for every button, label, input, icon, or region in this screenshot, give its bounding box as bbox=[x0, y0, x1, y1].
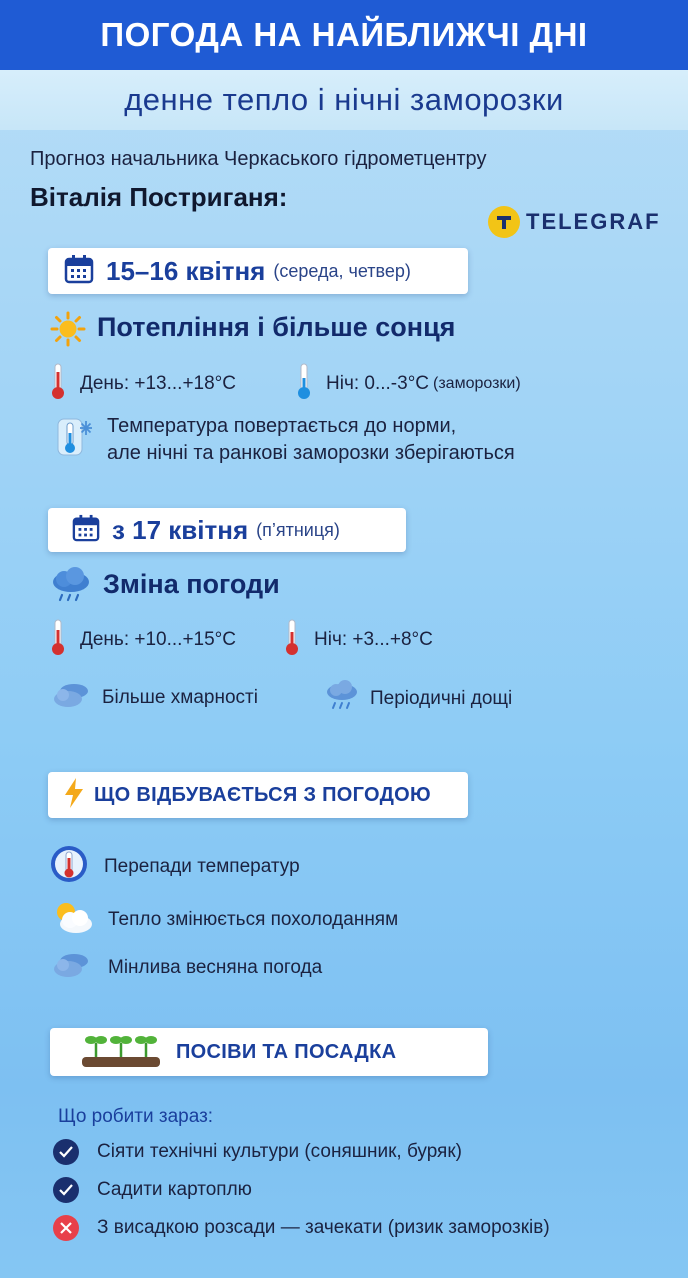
thermometer-hot-icon bbox=[50, 362, 66, 406]
period1-day-temp-row bbox=[50, 362, 236, 406]
temperature-swing-icon bbox=[50, 845, 88, 889]
list-item bbox=[53, 1139, 462, 1165]
weather-item-2: Тепло змінюється похолоданням bbox=[108, 909, 399, 930]
period2-item2: Періодичні дощі bbox=[370, 688, 513, 709]
sun-behind-cloud-icon bbox=[50, 898, 94, 942]
frost-thermometer-icon bbox=[50, 415, 94, 466]
calendar-icon bbox=[64, 254, 94, 289]
period2-days: (п’ятниця) bbox=[256, 519, 340, 540]
checkmark-icon bbox=[53, 1139, 79, 1165]
header-banner bbox=[0, 0, 688, 70]
period2-date: з 17 квітня bbox=[112, 514, 249, 545]
thermometer-hot-icon bbox=[50, 618, 66, 662]
list-item bbox=[50, 845, 300, 889]
calendar-icon bbox=[72, 514, 100, 547]
period1-note-line2: але нічні та ранкові заморозки зберігаються bbox=[107, 442, 515, 464]
checkmark-icon bbox=[53, 1177, 79, 1203]
sun-icon bbox=[50, 311, 86, 352]
period1-night-note: (заморозки) bbox=[433, 375, 521, 392]
lightning-icon bbox=[62, 777, 86, 814]
telegraf-logo-text: TELEGRAF bbox=[526, 209, 661, 234]
planting-item-3: З висадкою розсади — зачекати (ризик заморозків) bbox=[97, 1217, 550, 1238]
cross-icon bbox=[53, 1215, 79, 1241]
period1-night-temp-row bbox=[296, 362, 521, 406]
period2-rain-row bbox=[324, 680, 512, 718]
list-item bbox=[53, 1177, 252, 1203]
period1-note-line1: Температура повертається до норми, bbox=[107, 415, 457, 437]
period2-date-chip bbox=[48, 508, 406, 552]
thermometer-hot-icon bbox=[284, 618, 300, 662]
period2-night-temp-row bbox=[284, 618, 433, 662]
planting-section-title: ПОСІВИ ТА ПОСАДКА bbox=[176, 1040, 397, 1063]
what-now-label: Що робити зараз: bbox=[58, 1106, 214, 1127]
rain-cloud-icon bbox=[324, 680, 360, 718]
planting-item-1: Сіяти технічні культури (соняшник, буряк) bbox=[97, 1141, 462, 1162]
period1-headline: Потепління і більше сонця bbox=[97, 312, 456, 342]
planting-item-2: Садити картоплю bbox=[97, 1179, 252, 1200]
period1-day-temp: День: +13...+18°C bbox=[80, 373, 236, 394]
page-subtitle: денне тепло і нічні заморозки bbox=[124, 82, 564, 117]
period1-note bbox=[107, 413, 515, 467]
weather-item-1: Перепади температур bbox=[104, 856, 300, 877]
period2-item1: Більше хмарності bbox=[102, 687, 258, 708]
weather-section-title: ЩО ВІДБУВАЄТЬСЯ З ПОГОДОЮ bbox=[94, 783, 431, 806]
rain-cloud-icon bbox=[50, 567, 92, 608]
list-item bbox=[52, 950, 322, 986]
list-item bbox=[50, 898, 398, 942]
period1-date: 15–16 квітня bbox=[106, 255, 266, 286]
period2-day-temp-row bbox=[50, 618, 236, 662]
page-title: ПОГОДА НА НАЙБЛИЖЧІ ДНІ bbox=[100, 16, 588, 53]
period2-day-temp: День: +10...+15°C bbox=[80, 629, 236, 650]
planting-section-chip bbox=[50, 1028, 488, 1076]
period2-headline: Зміна погоди bbox=[103, 569, 280, 599]
period1-days: (середа, четвер) bbox=[273, 260, 411, 281]
thermometer-cold-icon bbox=[296, 362, 312, 406]
weather-item-3: Мінлива весняна погода bbox=[108, 957, 323, 978]
period2-night-temp: Ніч: +3...+8°C bbox=[314, 629, 433, 650]
clouds-icon bbox=[52, 680, 92, 716]
forecaster-name: Віталія Постриганя: bbox=[30, 182, 288, 212]
weather-section-chip bbox=[48, 772, 468, 818]
period1-date-chip bbox=[48, 248, 468, 294]
intro-line: Прогноз начальника Черкаського гідрометцентру bbox=[30, 148, 487, 170]
list-item bbox=[53, 1215, 550, 1241]
subtitle-band bbox=[0, 70, 688, 130]
period1-night-temp: Ніч: 0...-3°C bbox=[326, 373, 430, 394]
seedlings-icon bbox=[80, 1031, 162, 1074]
telegraf-logo bbox=[488, 206, 661, 238]
clouds-icon bbox=[52, 950, 92, 986]
telegraf-logo-icon bbox=[488, 206, 520, 238]
period2-clouds-row bbox=[52, 680, 258, 716]
